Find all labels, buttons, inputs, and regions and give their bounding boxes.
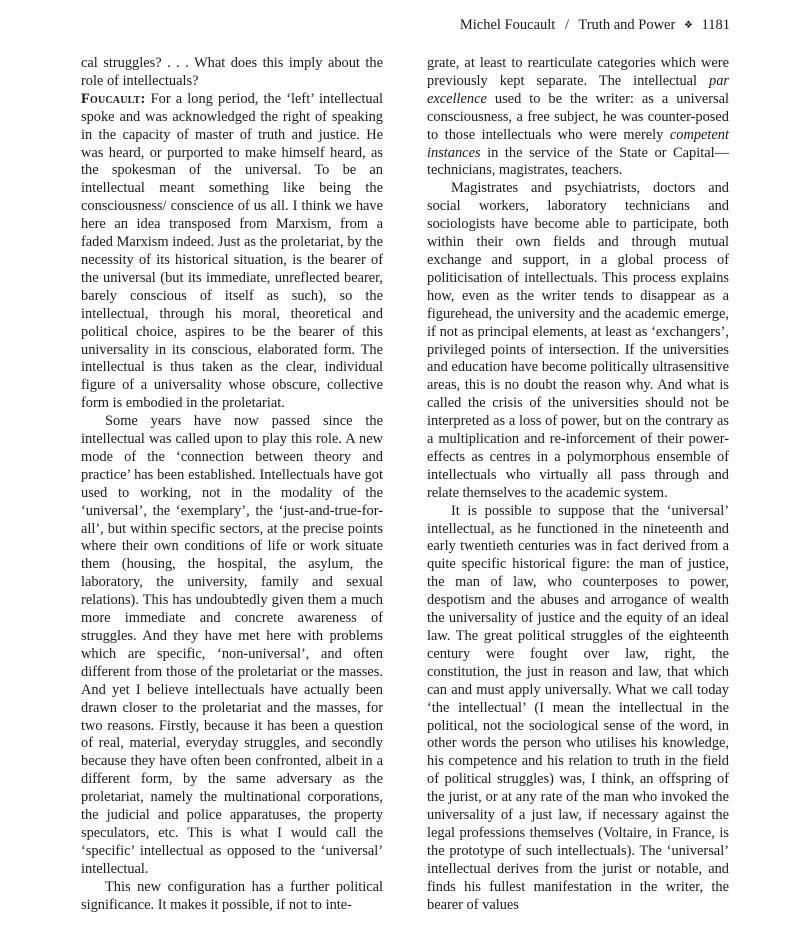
text-span: used to be the writer: as a universal consciousness, a free subject, he was counter-posed to those intellectuals who were merely bbox=[427, 90, 729, 143]
left-column bbox=[81, 55, 383, 915]
italic-par-excellence: par excellence bbox=[427, 72, 729, 107]
header-author: Michel Foucault bbox=[459, 17, 556, 33]
italic-competent-instances: competent instances bbox=[427, 126, 729, 161]
paragraph-rearticulate bbox=[427, 55, 729, 180]
text-span: grate, at least to rearticulate categories which were previously kept separate. The intellectual bbox=[427, 55, 729, 89]
running-head bbox=[460, 17, 730, 34]
paragraph-universal-intellectual: It is possible to suppose that the ‘universal’ intellectual, as he functioned in the nineteenth and early twentieth centuries was in fact derived from a quite specific historical figure: the man of justice, the man of law, who counterposes to power, despotism and the abuses and arrogance of wealth the universality of justice and the equity of an ideal law. The great political struggles of the eighteenth century were fought over law, right, the constitution, the just in reason and law, that which can and must apply universally. What we call today ‘the intellectual’ (I mean the intellectual in the political, not the sociological sense of the word, in other words the person who utilises his knowledge, his competence and his relation to truth in the field of political struggles) was, I think, an offspring of the jurist, or at any rate of the man who invoked the universality of a just law, if necessary against the legal professions themselves (Voltaire, in France, is the prototype of such intellectuals). The ‘universal’ intellectual derives from the jurist or notable, and finds his fullest manifestation in the writer, the bearer of values bbox=[427, 502, 729, 913]
paragraph-foucault-answer bbox=[81, 91, 383, 413]
paragraph-specific-intellectual: Some years have now passed since the intellectual was called upon to play this role. A new mode of the ‘connection between theory and practice’ has been established. Intellectuals have got used to working, not in the modality of the ‘universal’, the ‘exemplary’, the ‘just-and-true-for-all’, but within specific sectors, at the precise points where their own conditions of life or work situate them (housing, the hospital, the asylum, the laboratory, the university, family and sexual relations). This has undoubtedly given them a much more immediate and concrete awareness of struggles. And they have met here with problems which are specific, ‘non-universal’, and often different from those of the proletariat or the masses. And yet I believe intellectuals have actually been drawn closer to the proletariat and the masses, for two reasons. Firstly, because it has been a question of real, material, everyday struggles, and secondly because they have often been confronted, albeit in a different form, by the same adversary as the proletariat, namely the multinational corporations, the judicial and police apparatuses, the property speculators, etc. This is what I would call the ‘specific’ intellectual as opposed to the ‘universal’ intellectual. bbox=[81, 413, 383, 877]
right-column bbox=[427, 55, 729, 915]
page-number: 1181 bbox=[701, 17, 730, 33]
speaker-label: Foucault: bbox=[81, 90, 146, 107]
text-span: in the service of the State or Capital—technicians, magistrates, teachers. bbox=[427, 144, 729, 179]
paragraph-question-end: cal struggles? . . . What does this imply about the role of intellectuals? bbox=[81, 55, 383, 89]
paragraph-magistrates: Magistrates and psychiatrists, doctors and social workers, laboratory technicians and sociologists have become able to participate, both within their own fields and through mutual exchange and support, in a global process of politicisation of intellectuals. This process explains how, even as the writer tends to disappear as a figurehead, the university and the academic emerge, if not as principal elements, at least as ‘exchangers’, privileged points of intersection. If the universities and education have become politically ultrasensitive areas, this is no doubt the reason why. And what is called the crisis of the universities should not be interpreted as a loss of power, but on the contrary as a multiplication and re-inforcement of their power-effects as centres in a polymorphous ensemble of intellectuals who virtually all pass through and relate themselves to the academic system. bbox=[427, 180, 729, 501]
header-separator: / bbox=[564, 17, 569, 33]
diamond-ornament-icon: ❖ bbox=[683, 20, 693, 31]
header-title: Truth and Power bbox=[578, 17, 676, 33]
paragraph-new-configuration: This new configuration has a further political significance. It makes it possible, if not to inte- bbox=[81, 878, 383, 913]
answer-text: For a long period, the ‘left’ intellectual spoke and was acknowledged the right of speaking in the capacity of master of truth and justice. He was heard, or purported to make himself heard, as the spokesman of the universal. To be an intellectual meant something like being the consciousness/ conscience of us all. I think we have here an idea transposed from Marxism, from a faded Marxism indeed. Just as the proletariat, by the necessity of its historical situation, is the bearer of the universal (but its immediate, unreflected bearer, barely conscious of itself as such), so the intellectual, through his moral, theoretical and political choice, aspires to be the bearer of this universality in its conscious, elaborated form. The intellectual is thus taken as the clear, individual figure of a universality whose obscure, collective form is embodied in the proletariat. bbox=[81, 90, 383, 412]
